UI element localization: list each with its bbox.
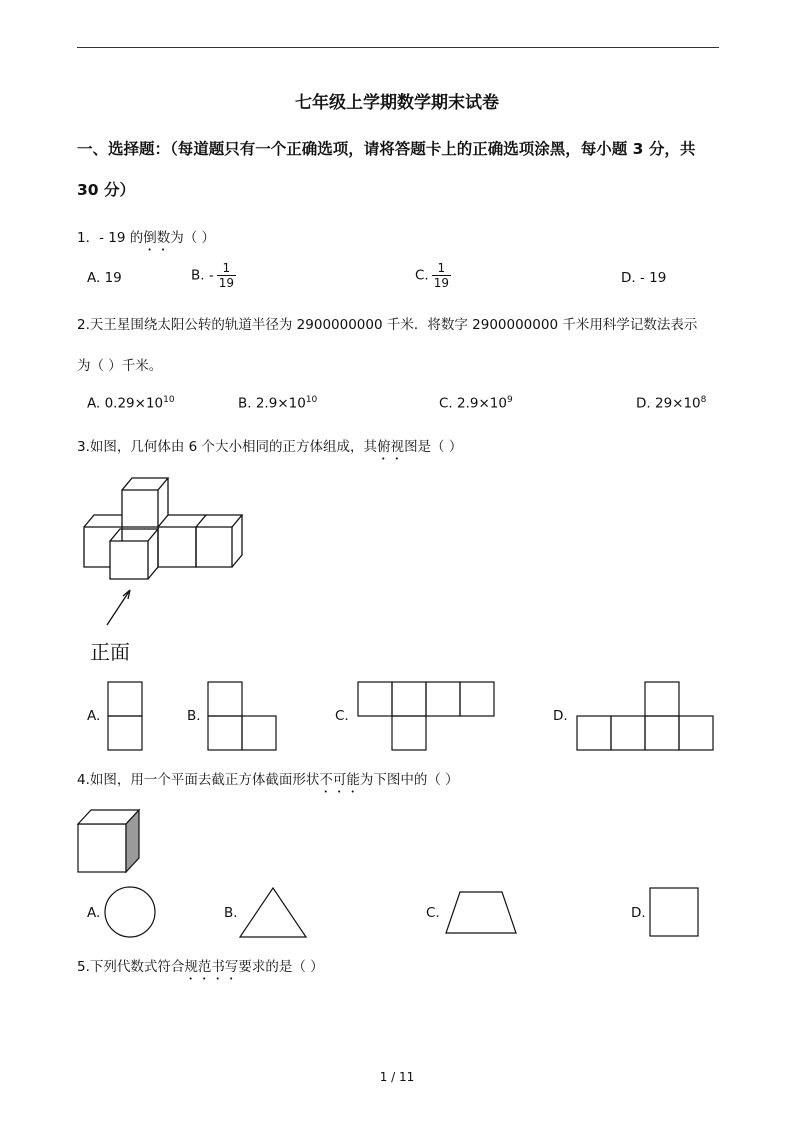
q4-option-c-label: C. bbox=[426, 905, 440, 921]
question-2-line2: 为（ ）千米。 bbox=[77, 358, 163, 374]
question-5-emphasis: 规范书写 bbox=[184, 959, 239, 975]
q3-option-a-label: A. bbox=[87, 708, 101, 724]
question-1-emphasis: 倒数 bbox=[143, 230, 171, 246]
q4-option-d-label: D. bbox=[631, 905, 646, 921]
section-heading-line1: 一、选择题：（每道题只有一个正确选项，请将答题卡上的正确选项涂黑，每小题 3 分，共 bbox=[77, 140, 696, 158]
q4-option-c-trapezoid bbox=[446, 892, 516, 933]
q4-option-b-triangle bbox=[240, 888, 306, 937]
question-3-emphasis: 俯视 bbox=[377, 439, 405, 455]
q1-option-b: B. - $\frac{1}{19}$ bbox=[191, 261, 234, 290]
q3-option-c-label: C. bbox=[335, 708, 349, 724]
q3-option-d-label: D. bbox=[553, 708, 568, 724]
q4-option-b-label: B. bbox=[224, 905, 238, 921]
q4-option-a-label: A. bbox=[87, 905, 101, 921]
question-1-post: 为（ ） bbox=[170, 230, 216, 246]
question-4-emphasis: 不可能 bbox=[319, 772, 360, 788]
q3-option-a-figure bbox=[108, 682, 142, 750]
q3-option-c-figure bbox=[358, 682, 494, 750]
q1-option-c-fraction: $\frac{1}{19}$ bbox=[433, 261, 449, 290]
q4-option-a-circle bbox=[105, 887, 155, 937]
q2-option-c: C. $2.9\times 10^9$ bbox=[439, 395, 513, 412]
q4-option-d-square bbox=[650, 888, 698, 936]
q4-cube-figure bbox=[78, 810, 139, 872]
question-5: 5.下列代数式符合规范书写要求的是（ ） bbox=[77, 959, 324, 975]
question-2-line1: 2.天王星围绕太阳公转的轨道半径为 2900000000 千米．将数字 2900000000 千米用科学记数法表示 bbox=[77, 317, 698, 333]
q3-front-label: 正面 bbox=[90, 640, 130, 664]
question-1-pre: 1．- 19 的 bbox=[77, 230, 144, 246]
q2-option-b: B. $2.9\times 10^{10}$ bbox=[238, 395, 318, 412]
q1-option-b-fraction: $\frac{1}{19}$ bbox=[218, 261, 234, 290]
question-4: 4.如图，用一个平面去截正方体截面形状不可能为下图中的（ ） bbox=[77, 772, 459, 788]
q2-option-a: A. $0.29\times 10^{10}$ bbox=[87, 395, 175, 412]
q3-top-cube bbox=[122, 478, 168, 527]
page-title: 七年级上学期数学期末试卷 bbox=[295, 93, 499, 113]
q1-option-a: A. 19 bbox=[87, 270, 122, 286]
q1-option-d: D. - 19 bbox=[621, 270, 667, 286]
page-number: 1 / 11 bbox=[379, 1070, 415, 1084]
q3-option-b-label: B. bbox=[187, 708, 201, 724]
section-heading-line2: 30 分） bbox=[77, 181, 135, 199]
q2-option-d: D. $29\times 10^8$ bbox=[636, 395, 707, 412]
q1-option-c: C. $\frac{1}{19}$ bbox=[415, 261, 449, 290]
q3-option-b-figure bbox=[208, 682, 276, 750]
q3-option-d-figure bbox=[577, 682, 713, 750]
question-3: 3.如图，几何体由 6 个大小相同的正方体组成，其俯视图是（ ） bbox=[77, 439, 463, 455]
